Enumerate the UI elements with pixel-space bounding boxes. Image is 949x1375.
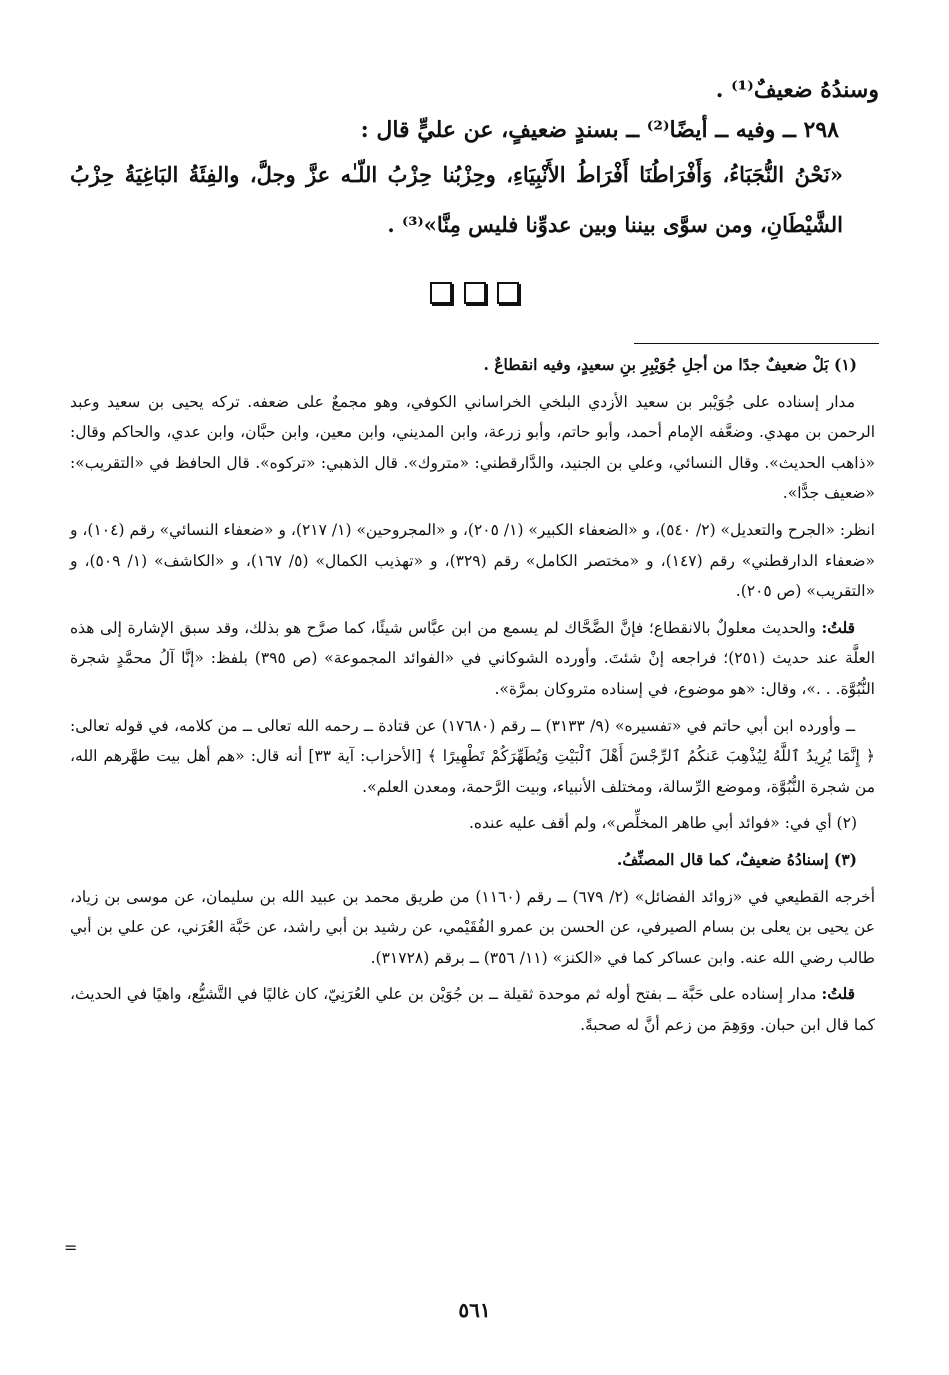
- footnote-3-comment-text: مدار إسناده على حَبَّة ــ بفتح أوله ثم موحدة ثقيلة ــ بن جُوَيْن بن علي العُرَنِيّ، كان غاليًا في التَّشيُّع، واهيًا في الحديث، كما قال ابن حبان. ووَهِمَ من زعم أنَّ له صحبةً.: [70, 985, 875, 1034]
- hadith-heading: ٢٩٨ ــ وفيه ــ أيضًا⁽²⁾ ــ بسندٍ ضعيفٍ، عن عليٍّ قال :: [360, 117, 839, 143]
- footnote-1-paragraph: مدار إسناده على جُوَيْبر بن سعيد الأزدي البلخي الخراساني الكوفي، وهو مجمعٌ على ضعفه. تركه يحيى بن سعيد وعبد الرحمن بن مهدي. وضعَّفه الإمام أحمد، وأبو حاتم، وأبو زرعة، وابن المديني، وابن معين، وابن حبَّان، وابن عدي، والحاكم وقال: «ذاهب الحديث». وقال النسائي، وعلي بن الجنيد، والدَّارقطني: «متروك». قال الذهبي: «تركوه». قال الحافظ في «التقريب»: «ضعيف جدًّا».: [70, 392, 875, 503]
- section-divider-ornament: [0, 282, 949, 308]
- footnote-separator: [634, 343, 879, 344]
- square-ornament-icon: [430, 282, 452, 304]
- footnote-1-comment: [70, 613, 875, 705]
- main-text: [70, 70, 879, 250]
- page-number: ٥٦١: [458, 1298, 491, 1322]
- qultu-label: قلتُ:: [821, 984, 855, 1004]
- footnote-3-comment: [70, 979, 875, 1040]
- footnote-1-tafsir: ــ وأورده ابن أبي حاتم في «تفسيره» (٩/ ٣١٣٣) ــ رقم (١٧٦٨٠) عن قتادة ــ رحمه الله تعالى ــ من كلامه، في قوله تعالى: ﴿ إِنَّمَا يُرِيدُ ٱللَّهُ لِيُذْهِبَ عَنكُمُ ٱلرِّجْسَ أَهْلَ ٱلْبَيْتِ وَيُطَهِّرَكُمْ تَطْهِيرًا ﴾ [الأحزاب: آية ٣٣] أنه قال: «هم أهل بيت طهَّرهم الله، من شجرة النُّبُوَّة، وموضع الرِّسالة، ومختلف الأنبياء، وبيت الرَّحمة، ومعدن العلم».: [70, 716, 876, 796]
- square-ornament-icon: [497, 282, 519, 304]
- main-line-top: وسندُهُ ضعيفٌ⁽¹⁾ .: [715, 77, 879, 103]
- footnotes: [70, 350, 875, 1046]
- footnote-1-references: انظر: «الجرح والتعديل» (٢/ ٥٤٠)، و «الضعفاء الكبير» (١/ ٢٠٥)، و «المجروحين» (١/ ٢١٧)، و «ضعفاء النسائي» رقم (١٠٤)، و «ضعفاء الدارقطني» رقم (١٤٧)، و «مختصر الكامل» رقم (٣٢٩)، و «تهذيب الكمال» (٥/ ١٦٧)، و «الكاشف» (١/ ٥٠٩)، و «التقريب» (ص ٢٠٥).: [70, 520, 875, 601]
- footnote-3-paragraph: أخرجه القطيعي في «زوائد الفضائل» (٢/ ٦٧٩) ــ رقم (١١٦٠) من طريق محمد بن عبيد الله بن سليمان، عن موسى بن زياد، عن يحيى بن يعلى بن بسام الصيرفي، عن الحسن بن عمرو الفُقَيْمي، عن رشيد بن أبي راشد، عن حَبَّة العُرَني، عن علي بن أبي طالب رضي الله عنه. وابن عساكر كما في «الكنز» (١١/ ٣٥٦) ــ برقم (٣١٧٢٨).: [70, 887, 876, 967]
- footnote-3-heading: (٣) إسنادُهُ ضعيفٌ، كما قال المصنِّفُ.: [616, 849, 857, 869]
- qultu-label: قلتُ:: [821, 617, 855, 637]
- footnote-1-comment-text: والحديث معلولٌ بالانقطاع؛ فإنَّ الضَّحَّاك لم يسمع من ابن عبَّاس شيئًا، كما صرَّح هو بذلك، وقد سبق الإشارة إلى هذه العلَّة عند حديث (٢٥١)؛ فراجعه إنْ شئتَ. وأورده الشوكاني في «الفوائد المجموعة» (ص ٣٩٥) بلفظ: «إنَّا آلُ محمَّدٍ شجرة النُّبُوَّة. . .»، وقال: «هو موضوع، في إسناده متروكان بمرَّة».: [70, 618, 875, 698]
- footnote-2: (٢) أي في: «فوائد أبي طاهر المخلِّص»، ولم أقف عليه عنده.: [468, 814, 857, 833]
- hadith-text: «نَحْنُ النُّجَبَاءُ، وَأَفْرَاطُنَا أَفْرَاطُ الأَنْبِيَاءِ، وحِزْبُنا حِزْبُ اللّـٰه عزَّ وجلَّ، والفِئَةُ البَاغِيَةُ حِزْبُ الشَّيْطَانِ، ومن سوَّى بيننا وبين عدوِّنا فليس مِنَّا»⁽³⁾ .: [70, 162, 843, 237]
- continuation-mark: =: [64, 1238, 78, 1257]
- footnote-1-heading: (١) بَلْ ضعيفٌ جدًا من أجلِ جُوَيْبِرِ بنِ سعيدٍ، وفيه انقطاعٌ .: [483, 355, 857, 374]
- square-ornament-icon: [464, 282, 486, 304]
